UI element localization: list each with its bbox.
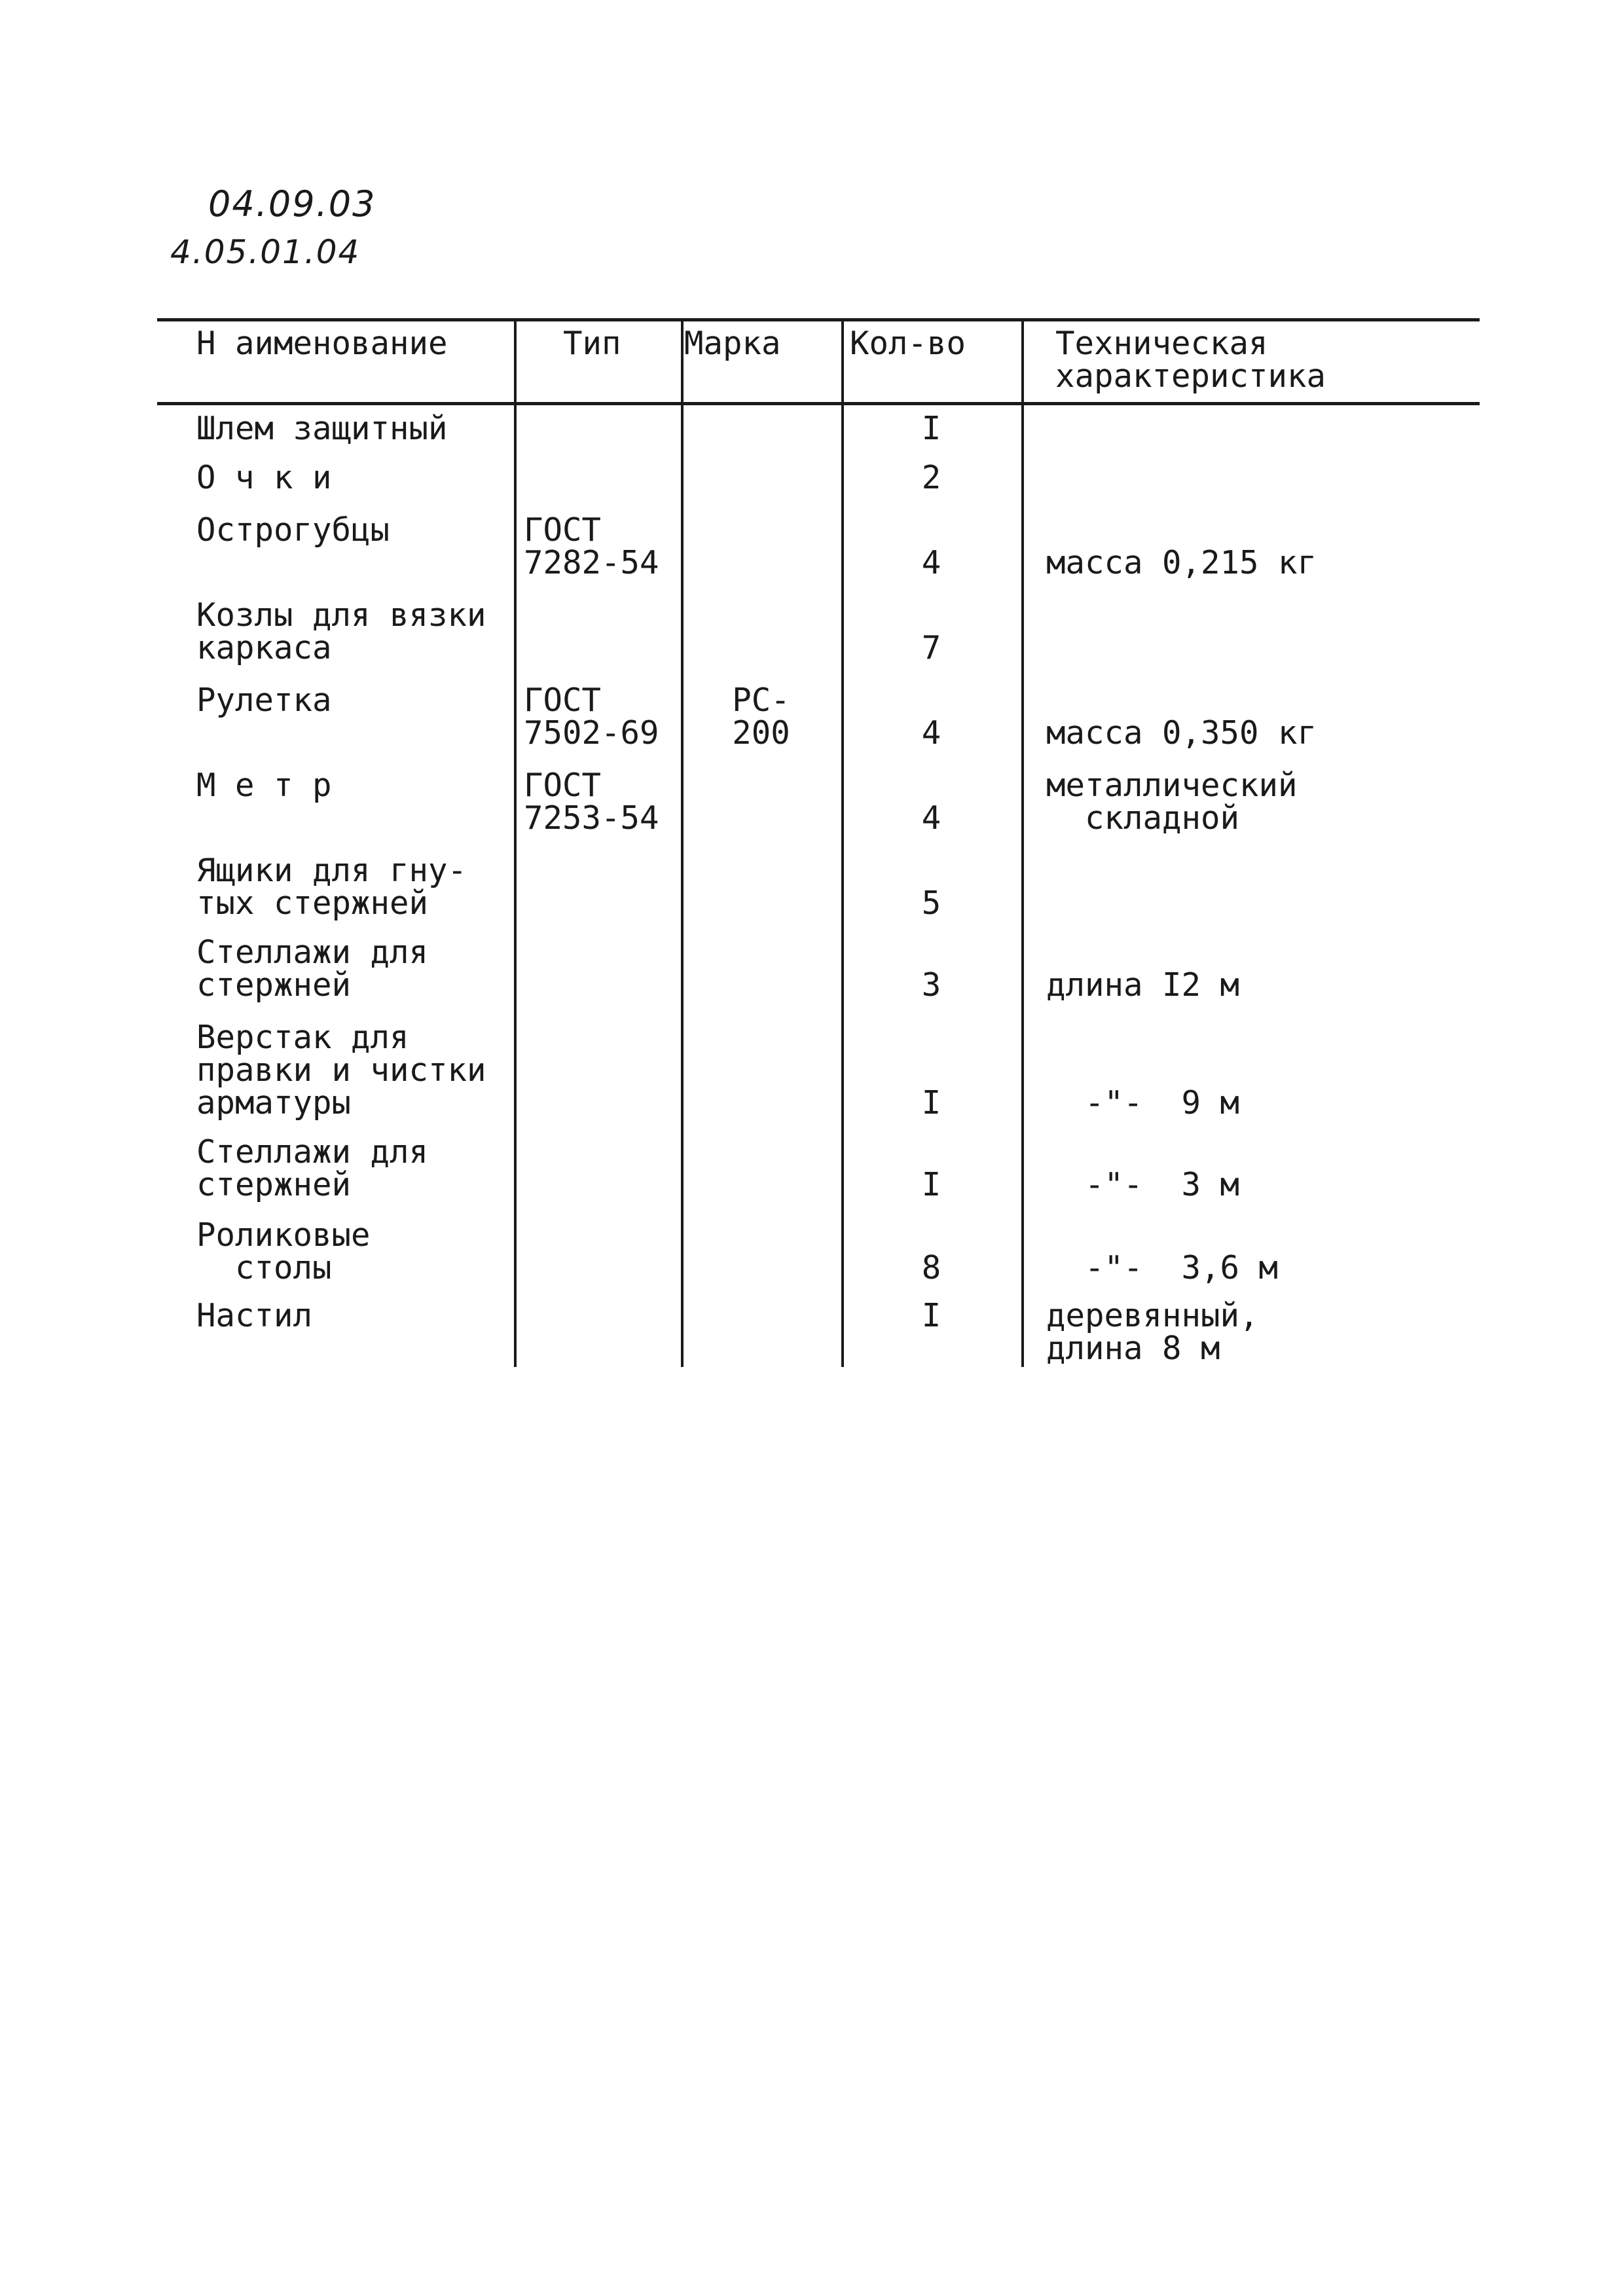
cell-spec: деревянный, длина 8 м xyxy=(1046,1297,1259,1367)
cell-qty: 4 xyxy=(921,714,941,752)
table-header-rule xyxy=(157,402,1480,405)
cell-name: Стеллажи для стержней xyxy=(196,934,429,1004)
cell-spec: масса 0,350 кг xyxy=(1046,714,1317,752)
cell-spec: масса 0,215 кг xyxy=(1046,544,1317,581)
column-header-mark: Марка xyxy=(684,325,781,362)
cell-spec: -"- 3 м xyxy=(1046,1166,1240,1203)
cell-qty: 3 xyxy=(921,966,941,1004)
column-header-name: Н аименование xyxy=(196,325,448,362)
column-header-type: Тип xyxy=(563,325,621,362)
cell-qty: 8 xyxy=(921,1249,941,1286)
cell-spec: -"- 9 м xyxy=(1046,1084,1240,1121)
cell-qty: I xyxy=(921,1084,941,1121)
cell-spec: длина I2 м xyxy=(1046,966,1240,1004)
column-header-qty: Кол-во xyxy=(850,325,966,362)
cell-type: ГОСТ 7502-69 xyxy=(524,682,659,752)
cell-name: Настил xyxy=(196,1297,313,1334)
cell-name: Рулетка xyxy=(196,682,332,719)
cell-name: Верстак для правки и чистки арматуры xyxy=(196,1019,486,1121)
cell-qty: I xyxy=(921,1297,941,1334)
cell-name: Шлем защитный xyxy=(196,410,448,447)
cell-name: Козлы для вязки каркаса xyxy=(196,596,486,666)
cell-name: О ч к и xyxy=(196,459,332,496)
document-code-primary: 04.09.03 xyxy=(208,183,376,225)
cell-name: Роликовые столы xyxy=(196,1216,371,1286)
cell-qty: I xyxy=(921,1166,941,1203)
table-top-rule xyxy=(157,318,1480,321)
cell-type: ГОСТ 7282-54 xyxy=(524,511,659,581)
cell-qty: 4 xyxy=(921,799,941,837)
cell-spec: металлический складной xyxy=(1046,767,1298,837)
column-divider xyxy=(1021,319,1024,1367)
cell-qty: I xyxy=(921,410,941,447)
cell-qty: 7 xyxy=(921,629,941,666)
column-header-spec: Техническая характеристика xyxy=(1055,325,1326,395)
document-code-secondary: 4.05.01.04 xyxy=(170,233,361,271)
cell-name: Стеллажи для стержней xyxy=(196,1133,429,1203)
cell-type: ГОСТ 7253-54 xyxy=(524,767,659,837)
cell-spec: -"- 3,6 м xyxy=(1046,1249,1279,1286)
cell-mark: РС- 200 xyxy=(732,682,790,752)
column-divider xyxy=(681,319,684,1367)
column-divider xyxy=(514,319,517,1367)
cell-qty: 5 xyxy=(921,884,941,922)
cell-qty: 2 xyxy=(921,459,941,496)
cell-name: М е т р xyxy=(196,767,332,804)
cell-name: Ящики для гну- тых стержней xyxy=(196,852,467,922)
cell-qty: 4 xyxy=(921,544,941,581)
cell-name: Острогубцы xyxy=(196,511,390,549)
